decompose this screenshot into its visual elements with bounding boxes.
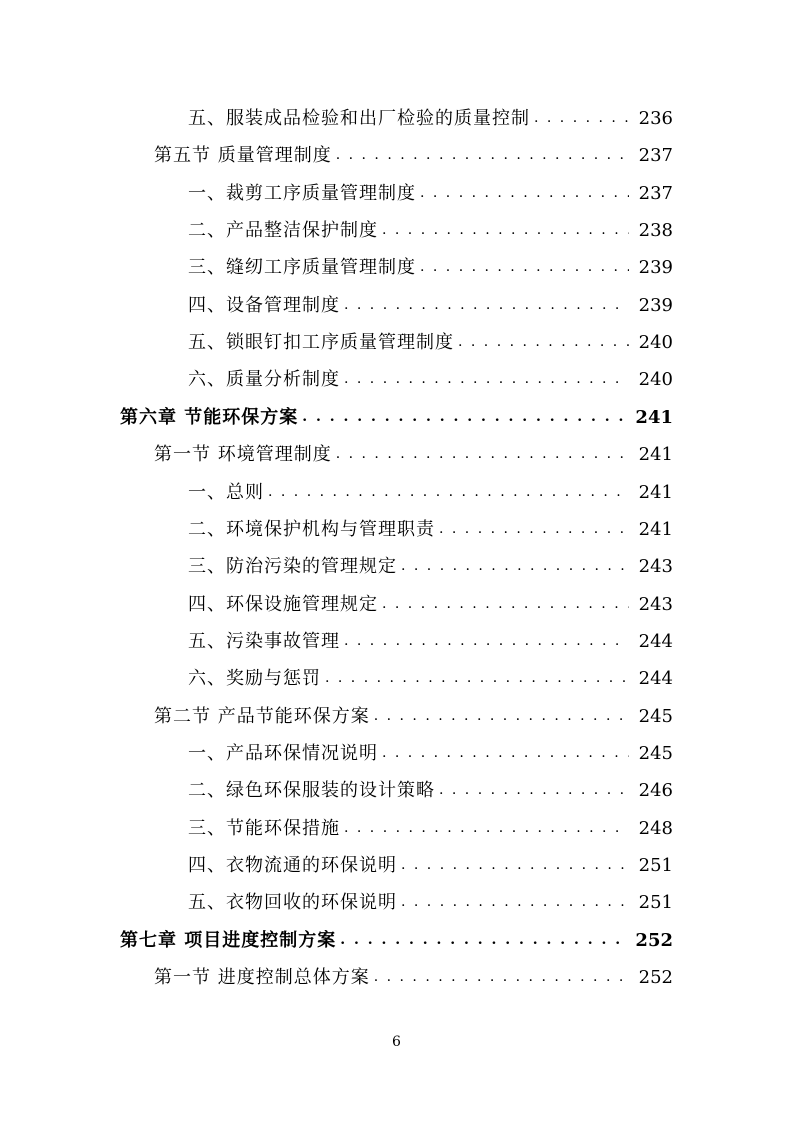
toc-dot-leader (420, 249, 629, 286)
toc-entry-title: 四、衣物流通的环保说明 (188, 855, 397, 876)
toc-section-entry (154, 137, 673, 174)
toc-entry-page-number: 240 (638, 369, 673, 390)
toc-entry-title: 第二节 产品节能环保方案 (154, 706, 370, 727)
toc-entry-title: 六、质量分析制度 (188, 369, 340, 390)
toc-dot-leader (439, 511, 629, 548)
toc-subsection-entry (188, 623, 673, 660)
toc-entry-title: 第六章 节能环保方案 (120, 407, 299, 428)
toc-entry-page-number: 236 (638, 108, 673, 129)
page-number: 6 (392, 1034, 401, 1050)
toc-chapter-entry (120, 399, 673, 436)
toc-entry-page-number: 237 (638, 145, 673, 166)
toc-entry-title: 一、产品环保情况说明 (188, 743, 378, 764)
toc-entry-page-number: 251 (638, 892, 673, 913)
toc-entry-title: 三、防治污染的管理规定 (188, 556, 397, 577)
toc-dot-leader (439, 772, 629, 809)
toc-subsection-entry (188, 660, 673, 697)
toc-subsection-entry (188, 249, 673, 286)
toc-entry-title: 第一节 环境管理制度 (154, 444, 332, 465)
toc-subsection-entry (188, 847, 673, 884)
toc-entry-title: 四、设备管理制度 (188, 295, 340, 316)
toc-entry-page-number: 252 (635, 930, 673, 951)
toc-entry-title: 五、污染事故管理 (188, 631, 340, 652)
toc-dot-leader (344, 287, 629, 324)
toc-dot-leader (401, 548, 629, 585)
toc-dot-leader (401, 847, 629, 884)
toc-dot-leader (302, 399, 625, 436)
toc-dot-leader (374, 698, 629, 735)
toc-section-entry (154, 698, 673, 735)
toc-entry-page-number: 240 (638, 332, 673, 353)
toc-dot-leader (382, 212, 629, 249)
toc-dot-leader (382, 586, 629, 623)
toc-dot-leader (401, 884, 629, 921)
toc-dot-leader (344, 361, 629, 398)
toc-section-entry (154, 959, 673, 996)
toc-subsection-entry (188, 810, 673, 847)
toc-entry-page-number: 252 (638, 967, 673, 988)
toc-subsection-entry (188, 212, 673, 249)
toc-entry-page-number: 251 (638, 855, 673, 876)
toc-entry-title: 二、产品整洁保护制度 (188, 220, 378, 241)
toc-entry-page-number: 248 (638, 818, 673, 839)
toc-entry-page-number: 243 (638, 594, 673, 615)
toc-dot-leader (325, 660, 629, 697)
toc-subsection-entry (188, 586, 673, 623)
toc-subsection-entry (188, 772, 673, 809)
toc-entry-title: 四、环保设施管理规定 (188, 594, 378, 615)
toc-subsection-entry (188, 474, 673, 511)
toc-entry-page-number: 243 (638, 556, 673, 577)
toc-dot-leader (382, 735, 629, 772)
toc-dot-leader (336, 137, 629, 174)
toc-subsection-entry (188, 511, 673, 548)
toc-entry-title: 一、裁剪工序质量管理制度 (188, 183, 416, 204)
toc-dot-leader (336, 436, 629, 473)
toc-entry-title: 五、锁眼钉扣工序质量管理制度 (188, 332, 454, 353)
toc-entry-page-number: 245 (638, 743, 673, 764)
toc-entry-page-number: 244 (638, 668, 673, 689)
toc-entry-title: 五、衣物回收的环保说明 (188, 892, 397, 913)
toc-entry-title: 一、总则 (188, 482, 264, 503)
toc-entry-page-number: 241 (635, 407, 673, 428)
toc-entry-title: 二、绿色环保服装的设计策略 (188, 780, 435, 801)
toc-entry-title: 六、奖励与惩罚 (188, 668, 321, 689)
toc-section-entry (154, 436, 673, 473)
toc-dot-leader (344, 623, 629, 660)
toc-entry-title: 三、节能环保措施 (188, 818, 340, 839)
toc-dot-leader (344, 810, 629, 847)
toc-entry-page-number: 244 (638, 631, 673, 652)
toc-entry-page-number: 246 (638, 780, 673, 801)
toc-subsection-entry (188, 884, 673, 921)
toc-entry-page-number: 241 (638, 444, 673, 465)
toc-entry-page-number: 241 (638, 482, 673, 503)
toc-subsection-entry (188, 100, 673, 137)
toc-entry-page-number: 239 (638, 257, 673, 278)
toc-dot-leader (534, 100, 629, 137)
toc-entry-page-number: 241 (638, 519, 673, 540)
toc-entry-page-number: 238 (638, 220, 673, 241)
toc-entry-title: 三、缝纫工序质量管理制度 (188, 257, 416, 278)
toc-dot-leader (268, 474, 629, 511)
toc-subsection-entry (188, 175, 673, 212)
toc-entry-page-number: 245 (638, 706, 673, 727)
toc-subsection-entry (188, 324, 673, 361)
toc-entry-title: 第五节 质量管理制度 (154, 145, 332, 166)
toc-subsection-entry (188, 548, 673, 585)
toc-dot-leader (420, 175, 629, 212)
toc-entry-title: 二、环境保护机构与管理职责 (188, 519, 435, 540)
toc-entry-title: 第一节 进度控制总体方案 (154, 967, 370, 988)
toc-entry-page-number: 237 (638, 183, 673, 204)
toc-subsection-entry (188, 361, 673, 398)
toc-chapter-entry (120, 922, 673, 959)
toc-dot-leader (458, 324, 629, 361)
toc-dot-leader (374, 959, 629, 996)
toc-entry-title: 五、服装成品检验和出厂检验的质量控制 (188, 108, 530, 129)
toc-subsection-entry (188, 735, 673, 772)
toc-subsection-entry (188, 287, 673, 324)
toc-entry-page-number: 239 (638, 295, 673, 316)
toc-entry-title: 第七章 项目进度控制方案 (120, 930, 337, 951)
toc-dot-leader (340, 922, 625, 959)
